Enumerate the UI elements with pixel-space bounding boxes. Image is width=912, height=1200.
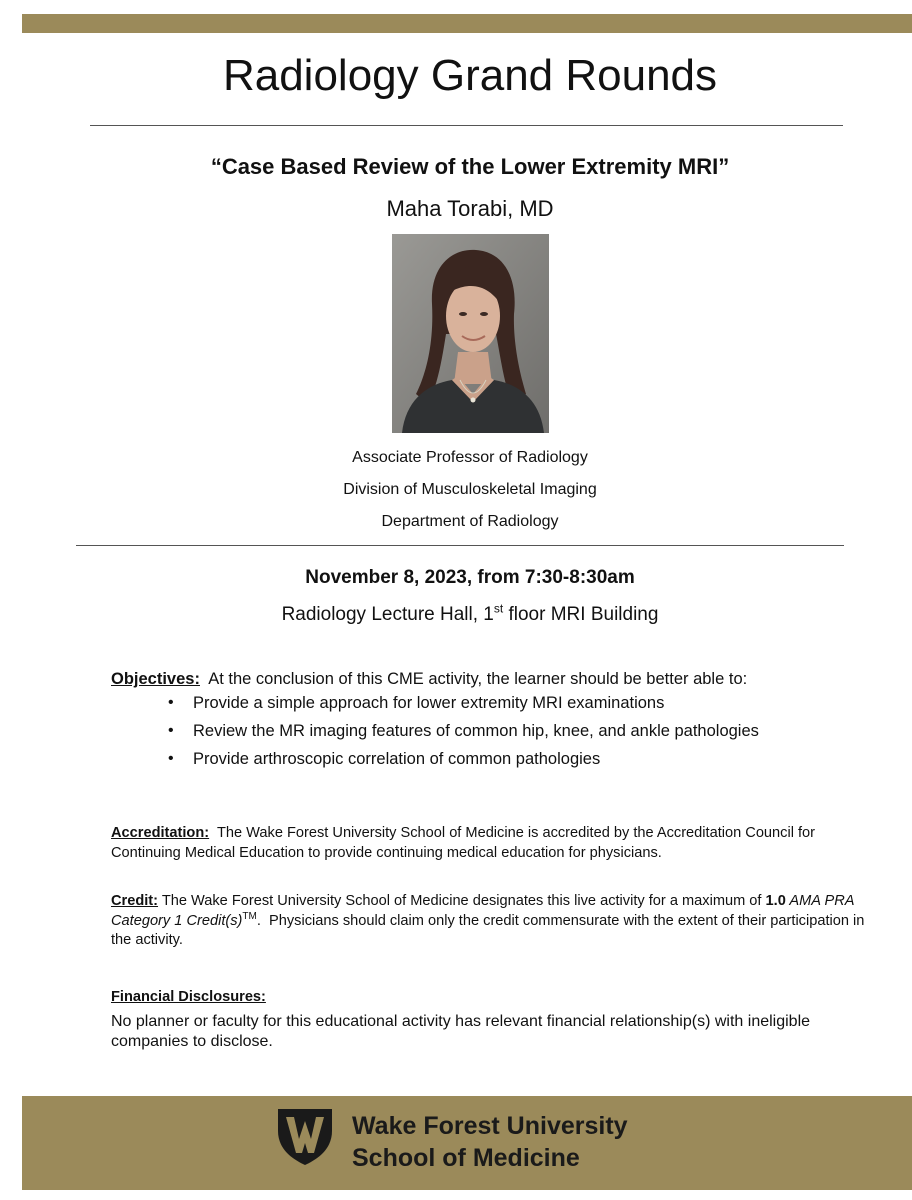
divider-middle [76,545,844,546]
venue-prefix: Radiology Lecture Hall, 1 [281,604,494,625]
credit-label: Credit: [111,893,159,909]
objectives-intro [111,669,891,689]
bullet-icon: • [168,722,174,739]
event-datetime: November 8, 2023, from 7:30-8:30am [305,567,635,588]
wfu-shield-logo-icon [274,1105,336,1167]
affiliation-title: Associate Professor of Radiology [352,449,588,466]
objective-text: Provide arthroscopic correlation of common pathologies [193,750,601,768]
objectives-list [163,693,883,777]
footer-institution-line-1: Wake Forest University [352,1112,628,1140]
disclosures-heading [111,988,881,1008]
venue-ordinal-suffix: st [493,601,504,616]
accreditation-paragraph [111,824,881,863]
objectives-label: Objectives: [111,670,200,688]
objectives-intro-text: At the conclusion of this CME activity, the learner should be better able to: [199,670,748,688]
credit-amount: 1.0 [765,893,786,909]
footer-institution-line-2: School of Medicine [352,1144,580,1172]
speaker-portrait-icon [392,234,549,433]
bullet-icon: • [168,750,174,767]
venue-suffix: floor MRI Building [503,604,659,625]
list-item [163,693,883,721]
event-venue [0,603,912,627]
list-item [163,749,883,777]
speaker-name: Maha Torabi, MD [386,196,554,221]
objective-text: Provide a simple approach for lower extremity MRI examinations [193,694,665,712]
credit-text-1: The Wake Forest University School of Medicine designates this live activity for a maximum of [158,893,766,909]
credit-text-2: . Physicians should claim only the credit commensurate with the extent of their participation in the activity. [111,912,869,948]
bullet-icon: • [168,694,174,711]
credit-category: AMA PRA Category 1 Credit(s) [111,893,854,929]
affiliation-department: Department of Radiology [381,513,559,530]
list-item [163,721,883,749]
affiliation-division: Division of Musculoskeletal Imaging [343,481,597,498]
disclosures-text: No planner or faculty for this educational activity has relevant financial relationship(s) with ineligible companies to disclose. [111,1013,811,1050]
speaker-photo [392,234,549,433]
divider-top [90,125,843,126]
accreditation-label: Accreditation: [111,825,210,841]
credit-paragraph [111,892,881,951]
top-gold-bar [22,14,912,33]
accreditation-text: The Wake Forest University School of Medicine is accredited by the Accreditation Council for Continuing Medical Education to provide continuing medical education for physicians. [111,825,820,861]
talk-title: “Case Based Review of the Lower Extremity MRI” [210,154,730,179]
disclosures-label: Financial Disclosures: [111,989,266,1005]
page-title: Radiology Grand Rounds [222,51,718,100]
objective-text: Review the MR imaging features of common hip, knee, and ankle pathologies [193,722,759,740]
trademark-mark: TM [242,910,257,922]
